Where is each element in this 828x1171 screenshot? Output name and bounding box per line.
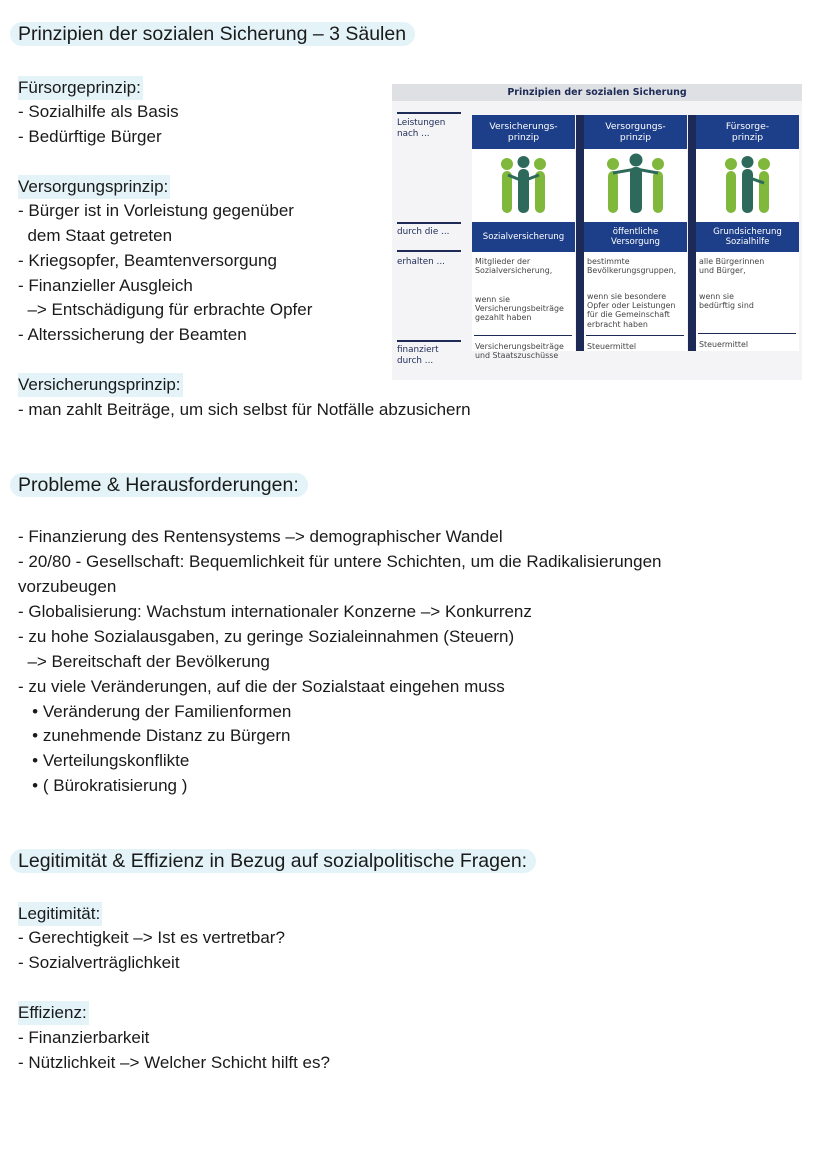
divider: [474, 335, 572, 336]
row-label-durch: durch die ...: [397, 227, 450, 237]
text-line: - 20/80 - Gesellschaft: Bequemlichkeit für untere Schichten, um die Radikalisierungen: [18, 552, 662, 571]
text-line: - Kriegsopfer, Beamtenversorgung: [18, 251, 277, 270]
bullet-item: • zunehmende Distanz zu Bürgern: [18, 726, 291, 745]
row-label-leistungen: Leistungen nach ...: [397, 118, 446, 139]
column-band: Sozialversicherung: [472, 222, 575, 252]
people-figure-icon: [584, 151, 687, 221]
text-line: dem Staat getreten: [18, 226, 173, 245]
divider: [586, 335, 684, 336]
erhalten-text: Mitglieder der Sozialversicherung,: [475, 257, 553, 276]
column-header: Versorgungs- prinzip: [584, 115, 687, 149]
column-header: Fürsorge- prinzip: [696, 115, 799, 149]
finanziert-text: Steuermittel: [699, 340, 749, 349]
column-separator: [576, 115, 584, 351]
divider: [698, 333, 796, 334]
bullet-item: • ( Bürokratisierung ): [18, 776, 188, 795]
divider: [397, 112, 461, 114]
erhalten-text: alle Bürgerinnen und Bürger,: [699, 257, 765, 276]
text-line: - Finanzierbarkeit: [18, 1028, 150, 1047]
erhalten-text: bestimmte Bevölkerungsgruppen,: [587, 257, 677, 276]
finanziert-text: Steuermittel: [587, 342, 637, 351]
divider: [397, 340, 461, 342]
diagram-title: Prinzipien der sozialen Sicherung: [392, 84, 802, 101]
heading-fuersorgeprinzip: Fürsorgeprinzip:: [18, 76, 143, 100]
people-figure-icon: [696, 151, 799, 221]
text-line: –> Entschädigung für erbrachte Opfer: [18, 300, 313, 319]
text-line: - Finanzieller Ausgleich: [18, 276, 193, 295]
row-label-erhalten: erhalten ...: [397, 257, 445, 267]
row-label-finanziert: finanziert durch ...: [397, 345, 439, 366]
bedingung-text: wenn sie Versicherungsbeiträge gezahlt haben: [475, 295, 564, 323]
column-band: öffentliche Versorgung: [584, 222, 687, 252]
principles-diagram: [392, 84, 802, 380]
bullet-item: • Verteilungskonflikte: [18, 751, 190, 770]
people-figure-icon: [472, 151, 575, 221]
divider: [397, 222, 461, 224]
text-line: - Bürger ist in Vorleistung gegenüber: [18, 201, 294, 220]
text-line: - Globalisierung: Wachstum internationaler Konzerne –> Konkurrenz: [18, 602, 532, 621]
heading-legitimitaet: Legitimität:: [18, 902, 102, 926]
finanziert-text: Versicherungsbeiträge und Staatszuschüsse: [475, 342, 564, 361]
text-line: vorzubeugen: [18, 577, 117, 596]
text-line: - Bedürftige Bürger: [18, 127, 162, 146]
column-separator: [688, 115, 696, 351]
heading-versicherungsprinzip: Versicherungsprinzip:: [18, 373, 183, 397]
column-fuersorgeprinzip: [696, 115, 799, 351]
bedingung-text: wenn sie besondere Opfer oder Leistungen für die Gemeinschaft erbracht haben: [587, 292, 676, 329]
column-versorgungsprinzip: [584, 115, 687, 351]
bullet-item: • Veränderung der Familienformen: [18, 702, 292, 721]
text-line: - Finanzierung des Rentensystems –> demographischer Wandel: [18, 527, 503, 546]
column-header: Versicherungs- prinzip: [472, 115, 575, 149]
heading-effizienz: Effizienz:: [18, 1001, 89, 1025]
section-title-legitimitaet-effizienz: Legitimität & Effizienz in Bezug auf sozialpolitische Fragen:: [10, 849, 536, 873]
column-band: Grundsicherung Sozialhilfe: [696, 222, 799, 252]
text-line: - Sozialverträglichkeit: [18, 953, 180, 972]
divider: [397, 250, 461, 252]
text-line: –> Bereitschaft der Bevölkerung: [18, 652, 270, 671]
text-line: - zu viele Veränderungen, auf die der Sozialstaat eingehen muss: [18, 677, 505, 696]
section-title-probleme: Probleme & Herausforderungen:: [10, 473, 308, 497]
bedingung-text: wenn sie bedürftig sind: [699, 292, 754, 311]
text-line: - zu hohe Sozialausgaben, zu geringe Sozialeinnahmen (Steuern): [18, 627, 515, 646]
text-line: - Gerechtigkeit –> Ist es vertretbar?: [18, 928, 285, 947]
column-versicherungsprinzip: [472, 115, 575, 361]
text-line: - Nützlichkeit –> Welcher Schicht hilft es?: [18, 1053, 330, 1072]
text-line: - Alterssicherung der Beamten: [18, 325, 247, 344]
section-title-prinzipien: Prinzipien der sozialen Sicherung – 3 Säulen: [10, 22, 415, 46]
heading-versorgungsprinzip: Versorgungsprinzip:: [18, 175, 170, 199]
text-line: - Sozialhilfe als Basis: [18, 102, 179, 121]
text-line: - man zahlt Beiträge, um sich selbst für Notfälle abzusichern: [18, 400, 471, 419]
